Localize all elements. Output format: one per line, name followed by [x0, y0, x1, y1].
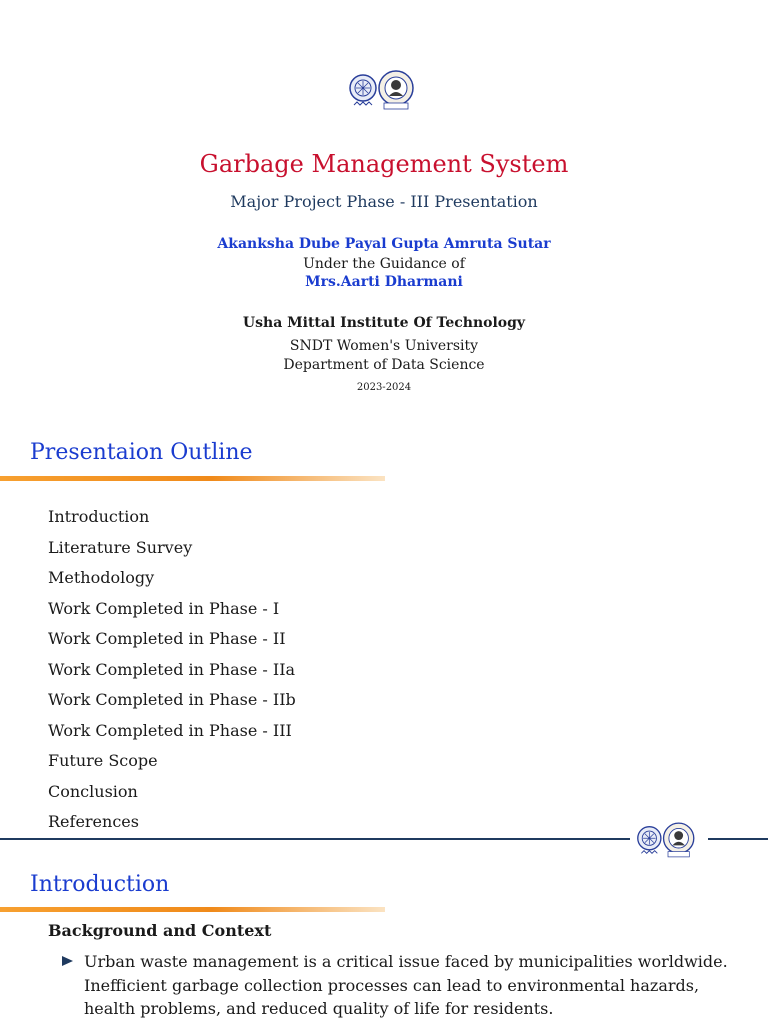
heading-rule — [0, 476, 385, 481]
university-name: SNDT Women's University — [289, 338, 479, 354]
authors: Akanksha Dube Payal Gupta Amruta Sutar — [217, 236, 551, 252]
outline-item: Methodology — [48, 568, 155, 587]
outline-item: Future Scope — [48, 751, 158, 770]
institute-name: Usha Mittal Institute Of Technology — [242, 315, 526, 331]
outline-item: Work Completed in Phase - III — [48, 720, 292, 740]
presentation-title: Garbage Management System — [199, 150, 569, 178]
outline-item: References — [48, 812, 139, 831]
outline-item: Introduction — [48, 507, 150, 526]
guidance-label: Under the Guidance of — [303, 256, 465, 272]
introduction-heading: Introduction — [30, 872, 170, 897]
academic-year: 2023-2024 — [356, 382, 412, 393]
department-name: Department of Data Science — [283, 357, 485, 373]
outline-item: Work Completed in Phase - IIa — [48, 659, 296, 679]
bullet-triangle-icon — [62, 956, 73, 966]
outline-item: Conclusion — [48, 781, 138, 801]
outline-item: Work Completed in Phase - IIb — [48, 690, 296, 709]
outline-item: Literature Survey — [48, 537, 193, 557]
outline-item: Work Completed in Phase - II — [48, 629, 286, 648]
outline-item: Work Completed in Phase - I — [48, 598, 280, 618]
university-seal-logo — [636, 820, 700, 860]
background-subheading: Background and Context — [48, 921, 272, 940]
outline-heading: Presentaion Outline — [30, 440, 253, 465]
presentation-subtitle: Major Project Phase - III Presentation — [230, 192, 538, 211]
heading-rule — [0, 907, 385, 912]
bullet-item — [62, 950, 742, 1021]
guide-name: Mrs.Aarti Dharmani — [305, 274, 463, 290]
university-seal-logo — [348, 68, 420, 112]
outline-list — [48, 504, 296, 840]
bullet-text: Urban waste management is a critical issue faced by municipalities worldwide. Inefficient garbage collection processes can lead to environmental hazards, health problems, and reduced quality of life for residents. — [84, 952, 728, 1018]
